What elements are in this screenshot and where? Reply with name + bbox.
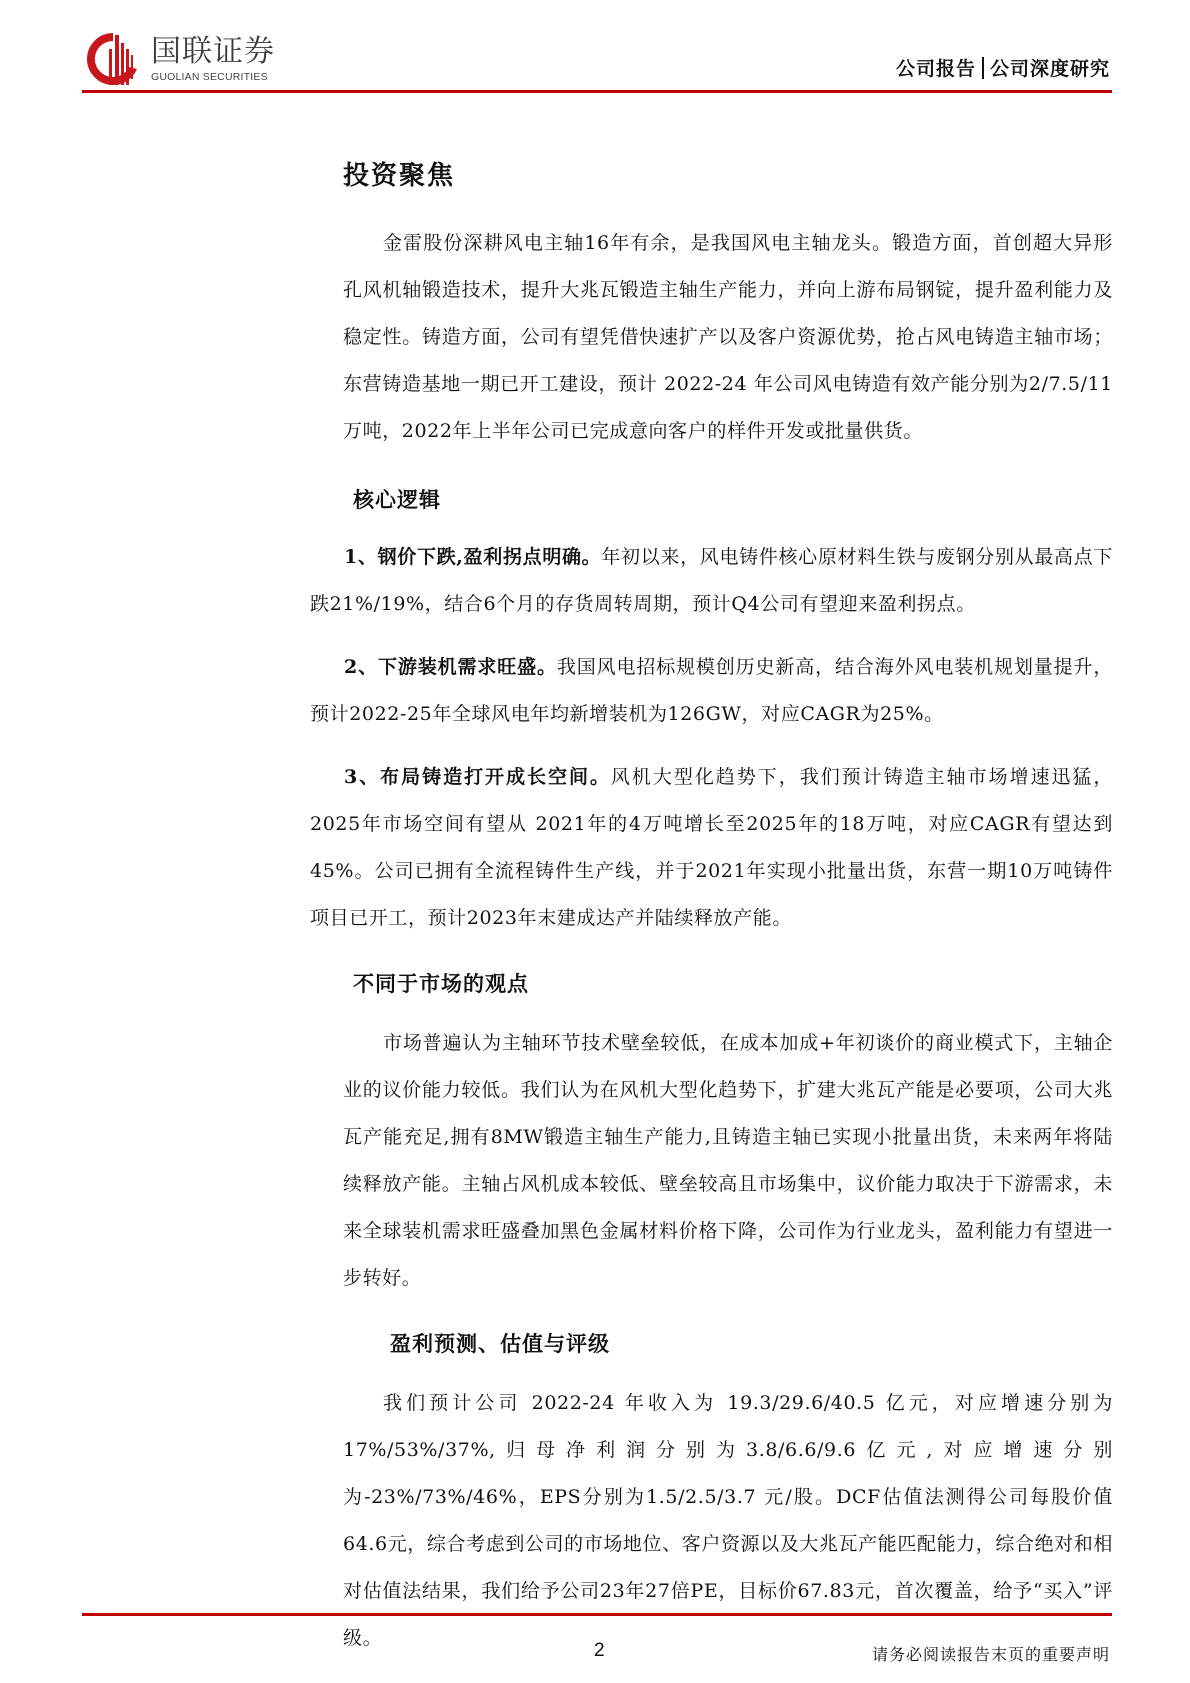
- core-logic-item-1: [310, 534, 1113, 628]
- page-header: [0, 0, 1190, 100]
- logo-chinese-name: 国联证券: [151, 34, 275, 69]
- guolian-logo: [85, 28, 300, 90]
- page-number: 2: [594, 1640, 605, 1661]
- contrarian-view-paragraph: 市场普遍认为主轴环节技术壁垒较低，在成本加成+年初谈价的商业模式下，主轴企业的议价能力较低。我们认为在风机大型化趋势下，扩建大兆瓦产能是必要项，公司大兆瓦产能充足,拥有8MW锻造主轴生产能力,且铸造主轴已实现小批量出货，未来两年将陆续释放产能。主轴占风机成本较低、壁垒较高且市场集中，议价能力取决于下游需求，未来全球装机需求旺盛叠加黑色金属材料价格下降，公司作为行业龙头，盈利能力有望进一步转好。: [343, 1032, 1113, 1289]
- core-logic-item-2-body: 我国风电招标规模创历史新高，结合海外风电装机规划量提升，预计2022-25年全球风电年均新增装机为126GW，对应CAGR为25%。: [310, 656, 1113, 725]
- report-subtype: 公司深度研究: [989, 58, 1110, 80]
- report-category: [896, 54, 1110, 81]
- valuation-paragraph: 我们预计公司 2022-24 年收入为 19.3/29.6/40.5 亿元，对应增速分别为17%/53%/37%,归母净利润分别为3.8/6.6/9.6亿元,对应增速分别为-23%/73%/46%，EPS分别为1.5/2.5/3.7 元/股。DCF估值法测得公司每股价值64.6元，综合考虑到公司的市场地位、客户资源以及大兆瓦产能匹配能力，综合绝对和相对估值法结果，我们给予公司23年27倍PE，目标价67.83元，首次覆盖，给予“买入”评级。: [343, 1392, 1113, 1649]
- report-type: 公司报告: [895, 58, 976, 80]
- core-logic-item-3-lead: 3、布局铸造打开成长空间。: [344, 766, 611, 788]
- core-logic-item-3: [310, 754, 1113, 942]
- core-logic-item-1-body: 年初以来，风电铸件核心原材料生铁与废钢分别从最高点下跌21%/19%，结合6个月的存货周转周期，预计Q4公司有望迎来盈利拐点。: [310, 546, 1113, 615]
- investment-focus-paragraph: 金雷股份深耕风电主轴16年有余，是我国风电主轴龙头。锻造方面，首创超大异形孔风机轴锻造技术，提升大兆瓦锻造主轴生产能力，并向上游布局钢锭，提升盈利能力及稳定性。铸造方面，公司有望凭借快速扩产以及客户资源优势，抢占风电铸造主轴市场；东营铸造基地一期已开工建设，预计 2022-24 年公司风电铸造有效产能分别为2/7.5/11万吨，2022年上半年公司已完成意向客户的样件开发或批量供货。: [343, 232, 1113, 442]
- section-title-investment-focus: 投资聚焦: [343, 161, 456, 191]
- section-title-contrarian-view: 不同于市场的观点: [353, 971, 529, 996]
- header-divider: [82, 90, 1112, 93]
- core-logic-item-2: [310, 644, 1113, 738]
- core-logic-item-3-body: 风机大型化趋势下，我们预计铸造主轴市场增速迅猛，2025年市场空间有望从 2021年的4万吨增长至2025年的18万吨，对应CAGR有望达到45%。公司已拥有全流程铸件生产线，并于2021年实现小批量出货，东营一期10万吨铸件项目已开工，预计2023年末建成达产并陆续释放产能。: [310, 766, 1113, 929]
- section-title-core-logic: 核心逻辑: [353, 487, 441, 512]
- logo-english-name: GUOLIAN SECURITIES: [151, 71, 268, 83]
- footer-disclaimer: 请务必阅读报告末页的重要声明: [871, 1645, 1110, 1664]
- logo-mark-icon: [85, 29, 141, 89]
- core-logic-item-1-lead: 1、钢价下跌,盈利拐点明确。: [344, 546, 602, 568]
- section-title-valuation: 盈利预测、估值与评级: [390, 1331, 610, 1356]
- core-logic-item-2-lead: 2、下游装机需求旺盛。: [344, 656, 557, 678]
- header-separator: [982, 57, 984, 79]
- footer-divider: [82, 1613, 1112, 1616]
